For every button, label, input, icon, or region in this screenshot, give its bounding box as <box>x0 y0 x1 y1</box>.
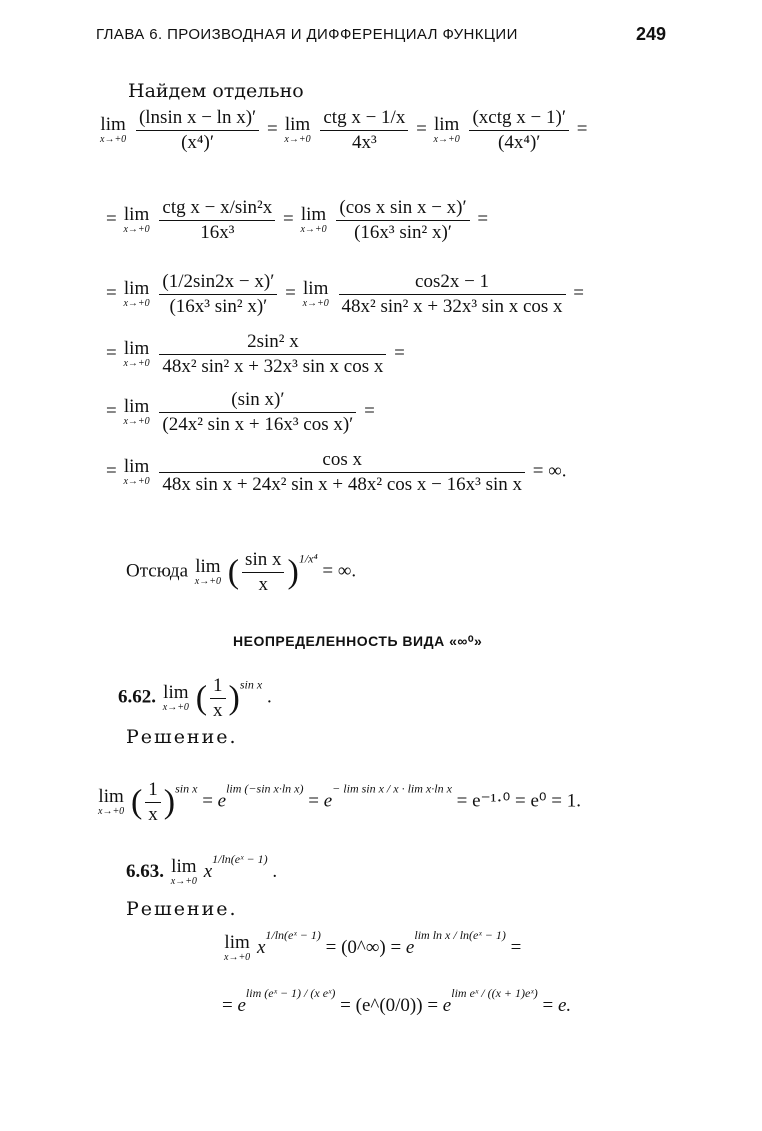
fraction: $\frac{\text{ctg x − x/sin²x}}{\text{16x³}}$ <box>159 196 275 245</box>
fraction: $\frac{1}{x}$ <box>145 778 161 827</box>
problem-6-62: 6.62. lim x→+0 ( $\frac{1}{x}$ )$^{sin x}$ . <box>118 675 272 721</box>
limit-operator: lim x→+0 <box>433 114 460 145</box>
fraction: $\frac{\text{sin x}}{x}$ <box>242 548 284 597</box>
problem-number: 6.62. <box>118 686 156 708</box>
section-title: НЕОПРЕДЕЛЕННОСТЬ ВИДА «∞⁰» <box>233 633 483 649</box>
chapter-header: ГЛАВА 6. ПРОИЗВОДНАЯ И ДИФФЕРЕНЦИАЛ ФУНКЦИИ <box>96 26 518 43</box>
limit-operator: lim x→+0 <box>300 204 327 235</box>
limit-operator: lim x→+0 <box>123 456 150 487</box>
fraction: $\frac{\text{cos x}}{\text{48x sin x + 24x² sin x + 48x² cos x − 16x³ sin x}}$ <box>159 448 525 497</box>
equation-line-1: lim x→+0 $\frac{\text{(lnsin x − ln x)′}}{\text{(x⁴)′}}$ = lim x→+0 $\frac{\text{ctg x − 1/x}}{\text{4x³}}$ = lim x→+0 $\frac{\text{(xctg x − 1)′}}{\text{(4x⁴)′}}$ = <box>100 107 588 153</box>
solution-label: Решение. <box>126 726 238 748</box>
problem-number: 6.63. <box>126 861 164 882</box>
fraction: $\frac{(1/2\sin 2x - x)'}{\text{(16x³ sin² x)′}}$ <box>159 270 277 319</box>
equation-line-2: = lim x→+0 $\frac{\text{ctg x − x/sin²x}}{\text{16x³}}$ = lim x→+0 $\frac{\text{(cos x sin x − x)′}}{\text{(16x³ sin² x)′}}$ = <box>106 197 489 243</box>
solution-6-63-line-1: lim x→+0 $x^{1/ln(eˣ - 1)}$ = (0^∞) = $e^{lim ln x / ln(eˣ - 1)}$ = <box>224 928 522 964</box>
limit-operator: lim x→+0 <box>284 114 311 145</box>
limit-operator: lim x→+0 <box>224 932 251 964</box>
limit-operator: lim x→+0 <box>98 786 125 817</box>
equation-line-6: = lim x→+0 $\frac{\text{cos x}}{\text{48x sin x + 24x² sin x + 48x² cos x − 16x³ sin x}}$ = ∞. <box>106 449 567 495</box>
limit-operator: lim x→+0 <box>123 396 150 427</box>
fraction: $\frac{\text{ctg x − 1/x}}{\text{4x³}}$ <box>320 106 408 155</box>
fraction: $\frac{\text{(xctg x − 1)′}}{\text{(4x⁴)′}}$ <box>469 106 569 155</box>
solution-6-62: lim x→+0 ( $\frac{1}{x}$ )$^{sin x} = e^{lim (-sin x\cdot ln x)} = e^{- lim sin x / x \cdot lim x\cdot ln x} = e^{-1}\cdot^0 = e^0 = 1$. <box>98 779 581 825</box>
equation-line-4: = lim x→+0 $\frac{\text{2sin² x}}{\text{48x² sin² x + 32x³ sin x cos x}}$ = <box>106 331 405 377</box>
equation-line-3: = lim x→+0 $\frac{(1/2\sin 2x - x)'}{\text{(16x³ sin² x)′}}$ = lim x→+0 $\frac{\cos 2x - 1}{\text{48x² sin² x + 32x³ sin x cos x}}$ = <box>106 271 584 317</box>
fraction: $\frac{\text{(lnsin x − ln x)′}}{\text{(x⁴)′}}$ <box>136 106 259 155</box>
fraction: $\frac{\text{(cos x sin x − x)′}}{\text{(16x³ sin² x)′}}$ <box>336 196 469 245</box>
limit-operator: lim x→+0 <box>194 556 221 587</box>
fraction: $\frac{\text{(sin x)′}}{\text{(24x² sin x + 16x³ cos x)′}}$ <box>159 388 356 437</box>
intro-text: Найдем отдельно <box>128 80 304 102</box>
fraction: $\frac{1}{x}$ <box>210 674 226 723</box>
limit-operator: lim x→+0 <box>100 114 127 145</box>
limit-operator: lim x→+0 <box>302 278 329 309</box>
limit-operator: lim x→+0 <box>123 278 150 309</box>
limit-operator: lim x→+0 <box>123 338 150 369</box>
solution-6-63-line-2: = $e^{lim (eˣ - 1) / (x eˣ)}$ = (e^(0/0)) = $e^{lim eˣ / ((x + 1)eˣ)} = e$. <box>222 986 572 1016</box>
page-number: 249 <box>636 24 667 44</box>
limit-operator: lim x→+0 <box>162 682 189 713</box>
problem-6-63: 6.63. lim x→+0 $x^{1/ln(eˣ - 1)}$ . <box>126 852 278 888</box>
limit-operator: lim x→+0 <box>123 204 150 235</box>
fraction: $\frac{\text{2sin² x}}{\text{48x² sin² x + 32x³ sin x cos x}}$ <box>159 330 386 379</box>
conclusion-line: Отсюда lim x→+0 ( $\frac{\text{sin x}}{x}$ )$^{1/x^4}$ = ∞. <box>126 549 357 595</box>
limit-operator: lim x→+0 <box>170 856 197 888</box>
fraction: $\frac{\cos 2x - 1}{\text{48x² sin² x + 32x³ sin x cos x}}$ <box>339 270 566 319</box>
solution-label: Решение. <box>126 898 238 920</box>
equation-line-5: = lim x→+0 $\frac{\text{(sin x)′}}{\text{(24x² sin x + 16x³ cos x)′}}$ = <box>106 389 375 435</box>
